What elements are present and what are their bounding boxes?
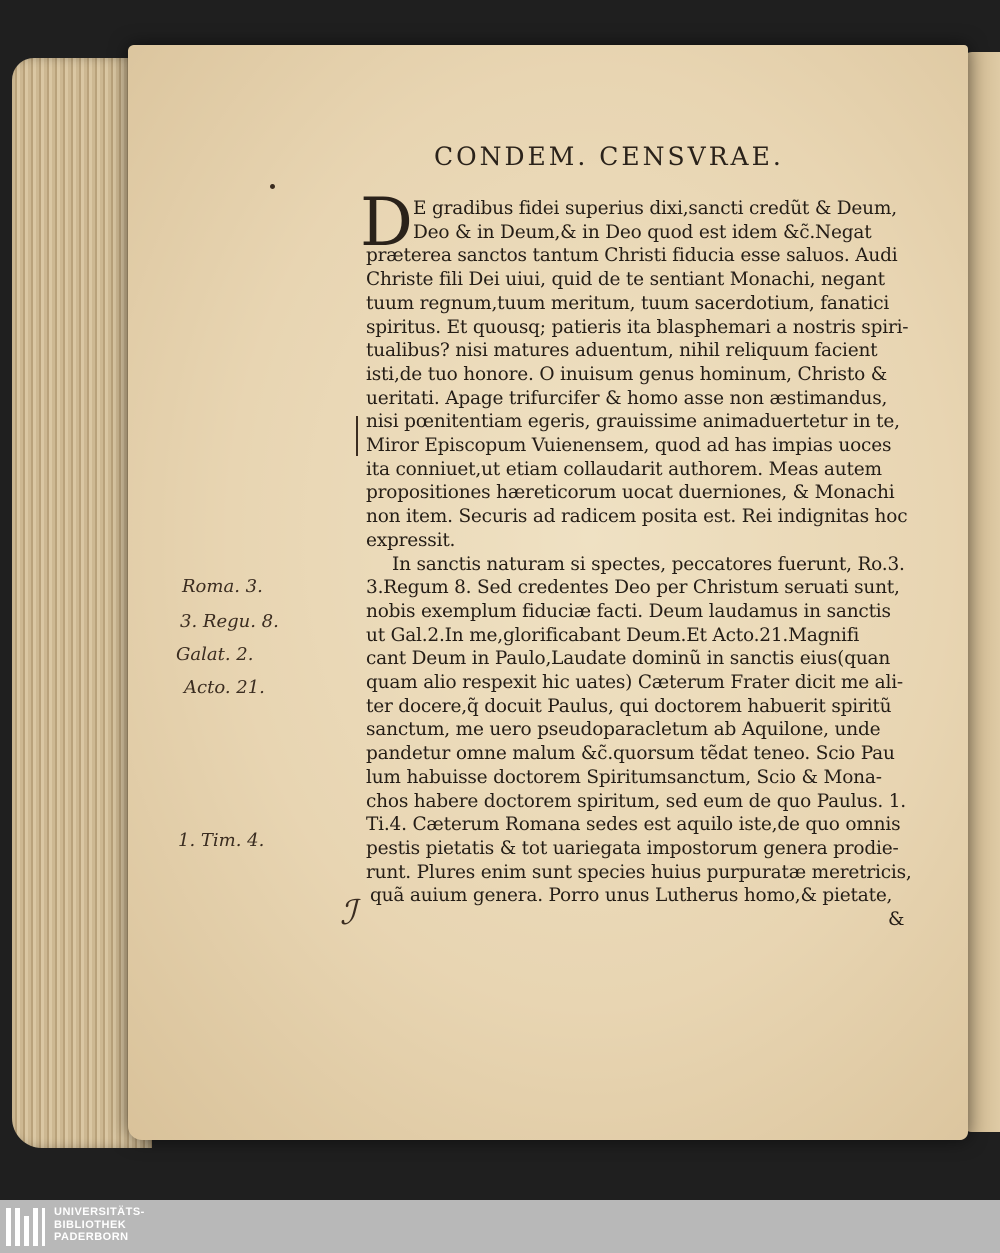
library-logo-icon <box>6 1208 46 1246</box>
margin-note: Galat. 2. <box>176 644 254 665</box>
drop-cap-initial: D <box>360 184 413 261</box>
text-line: expressit. <box>366 529 456 551</box>
margin-note: 3. Regu. 8. <box>180 611 279 632</box>
text-line: Deo & in Deum,& in Deo quod est idem &c̃.Negat <box>413 221 872 243</box>
text-line: quam alio respexit hic uates) Cæterum Frater dicit me ali- <box>366 672 903 693</box>
text-line: ueritati. Apage trifurcifer & homo asse non æstimandus, <box>366 387 888 409</box>
text-line: isti,de tuo honore. O inuisum genus hominum, Christo & <box>366 363 887 385</box>
text-line: ita conniuet,ut etiam collaudarit authorem. Meas autem <box>366 458 882 480</box>
text-line: ter docere,q̃ docuit Paulus, qui doctorem habuerit spiritũ <box>366 695 892 717</box>
text-line: sanctum, me uero pseudoparacletum ab Aquilone, unde <box>366 719 881 741</box>
text-line: runt. Plures enim sunt species huius purpuratæ meretricis, <box>366 861 912 883</box>
text-line: & <box>888 909 905 930</box>
margin-note: 1. Tim. 4. <box>178 830 265 851</box>
text-line: 3.Regum 8. Sed credentes Deo per Christum seruati sunt, <box>366 577 900 599</box>
text-line: propositiones hæreticorum uocat duerniones, & Monachi <box>366 482 895 504</box>
text-line: lum habuisse doctorem Spiritumsanctum, Scio & Mona- <box>366 766 882 788</box>
margin-note: Roma. 3. <box>182 576 263 597</box>
text-line: tuum regnum,tuum meritum, tuum sacerdotium, fanatici <box>366 292 890 314</box>
text-line: ut Gal.2.In me,glorificabant Deum.Et Acto.21.Magnifi <box>366 624 860 646</box>
text-line: pestis pietatis & tot uariegata impostorum genera prodie- <box>366 837 899 859</box>
text-line: nobis exemplum fiduciæ facti. Deum laudamus in sanctis <box>366 600 891 622</box>
text-line: In sanctis naturam si spectes, peccatores fuerunt, Ro.3. <box>392 553 905 575</box>
text-line: Ti.4. Cæterum Romana sedes est aquilo iste,de quo omnis <box>366 814 901 836</box>
logo-line: BIBLIOTHEK <box>54 1218 127 1231</box>
text-line: Christe fili Dei uiui, quid de te sentiant Monachi, negant <box>366 269 885 291</box>
text-line: tualibus? nisi matures aduentum, nihil reliquum facient <box>366 340 878 362</box>
text-line: Miror Episcopum Vuienensem, quod ad has impias uoces <box>366 435 892 456</box>
text-line: chos habere doctorem spiritum, sed eum de quo Paulus. 1. <box>366 790 906 812</box>
text-line: pandetur omne malum &c̃.quorsum tẽdat teneo. Scio Pau <box>366 743 895 765</box>
text-line: nisi pœnitentiam egeris, grauissime animaduertetur in te, <box>366 411 900 433</box>
text-line: non item. Securis ad radicem posita est. Rei indignitas hoc <box>366 506 908 528</box>
logo-line: PADERBORN <box>54 1231 129 1243</box>
library-footer <box>0 1200 1000 1253</box>
margin-bracket <box>356 416 358 456</box>
margin-note: Acto. 21. <box>184 677 265 698</box>
ink-dot <box>270 184 275 189</box>
handwritten-mark: ℐ <box>340 893 356 933</box>
text-line: spiritus. Et quousq; patieris ita blasphemari a nostris spiri- <box>366 316 909 338</box>
running-head: CONDEM. CENSVRAE. <box>434 142 784 171</box>
text-line: cant Deum in Paulo,Laudate dominũ in sanctis eius(quan <box>366 648 891 670</box>
library-logo-text <box>54 1206 145 1244</box>
text-line: præterea sanctos tantum Christi fiducia esse saluos. Audi <box>366 245 898 267</box>
text-line: quã auium genera. Porro unus Lutherus homo,& pietate, <box>370 885 893 907</box>
text-line: E gradibus fidei superius dixi,sancti credũt & Deum, <box>413 198 897 219</box>
logo-line: UNIVERSITÄTS- <box>54 1206 145 1218</box>
